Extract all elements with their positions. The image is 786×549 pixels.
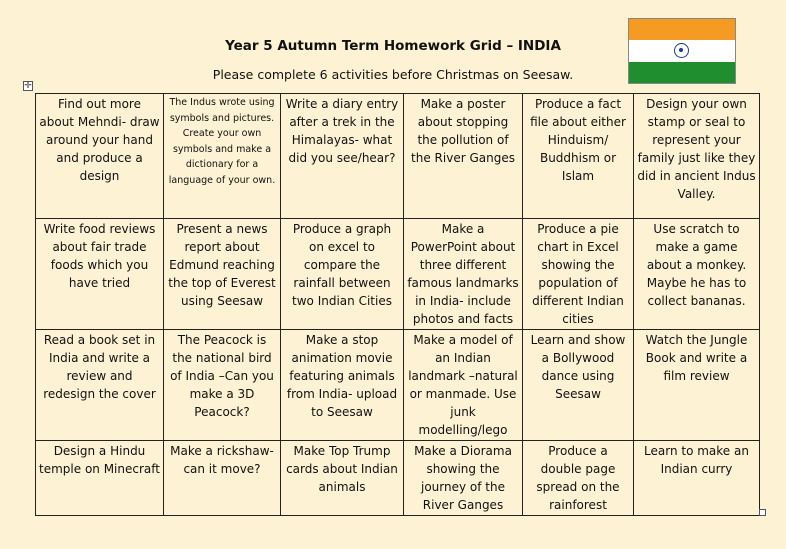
- grid-cell[interactable]: Design your own stamp or seal to represent your family just like they did in ancient Indus Valley.: [634, 94, 760, 219]
- grid-row-4: [36, 441, 760, 516]
- grid-cell[interactable]: Make a PowerPoint about three different famous landmarks in India- include photos and facts: [404, 219, 523, 330]
- grid-cell[interactable]: Use scratch to make a game about a monkey. Maybe he has to collect bananas.: [634, 219, 760, 330]
- grid-cell[interactable]: Produce a pie chart in Excel showing the population of different Indian cities: [523, 219, 634, 330]
- grid-cell[interactable]: Watch the Jungle Book and write a film review: [634, 330, 760, 441]
- grid-cell[interactable]: Make a rickshaw- can it move?: [164, 441, 281, 516]
- grid-cell[interactable]: Make a stop animation movie featuring animals from India- upload to Seesaw: [281, 330, 404, 441]
- grid-cell[interactable]: Make a Diorama showing the journey of the River Ganges: [404, 441, 523, 516]
- grid-row-2: [36, 219, 760, 330]
- grid-cell[interactable]: Produce a double page spread on the rainforest: [523, 441, 634, 516]
- grid-cell[interactable]: Make a poster about stopping the pollution of the River Ganges: [404, 94, 523, 219]
- grid-cell[interactable]: Produce a graph on excel to compare the rainfall between two Indian Cities: [281, 219, 404, 330]
- grid-cell[interactable]: Make Top Trump cards about Indian animals: [281, 441, 404, 516]
- homework-grid-table: [35, 93, 760, 516]
- grid-cell[interactable]: Learn and show a Bollywood dance using Seesaw: [523, 330, 634, 441]
- grid-cell[interactable]: Find out more about Mehndi- draw around your hand and produce a design: [36, 94, 164, 219]
- flag-green-band: [629, 62, 735, 83]
- grid-cell[interactable]: The Peacock is the national bird of India –Can you make a 3D Peacock?: [164, 330, 281, 441]
- ashoka-chakra-icon: [674, 43, 689, 58]
- grid-cell[interactable]: Write food reviews about fair trade foods which you have tried: [36, 219, 164, 330]
- page-subtitle: Please complete 6 activities before Christmas on Seesaw.: [212, 67, 574, 82]
- grid-cell[interactable]: Design a Hindu temple on Minecraft: [36, 441, 164, 516]
- grid-cell[interactable]: Write a diary entry after a trek in the Himalayas- what did you see/hear?: [281, 94, 404, 219]
- india-flag-image: [628, 18, 736, 84]
- page-title: Year 5 Autumn Term Homework Grid – INDIA: [225, 38, 561, 54]
- grid-row-1: [36, 94, 760, 219]
- table-resize-handle[interactable]: [759, 509, 766, 516]
- grid-cell[interactable]: Read a book set in India and write a review and redesign the cover: [36, 330, 164, 441]
- flag-saffron-band: [629, 19, 735, 40]
- grid-cell[interactable]: Learn to make an Indian curry: [634, 441, 760, 516]
- grid-cell[interactable]: The Indus wrote using symbols and pictures. Create your own symbols and make a dictionary for a language of your own.: [164, 94, 281, 219]
- table-move-handle-icon[interactable]: ✛: [24, 81, 32, 91]
- grid-row-3: [36, 330, 760, 441]
- grid-cell[interactable]: Make a model of an Indian landmark –natural or manmade. Use junk modelling/lego: [404, 330, 523, 441]
- grid-cell[interactable]: Present a news report about Edmund reaching the top of Everest using Seesaw: [164, 219, 281, 330]
- grid-cell[interactable]: Produce a fact file about either Hinduism/ Buddhism or Islam: [523, 94, 634, 219]
